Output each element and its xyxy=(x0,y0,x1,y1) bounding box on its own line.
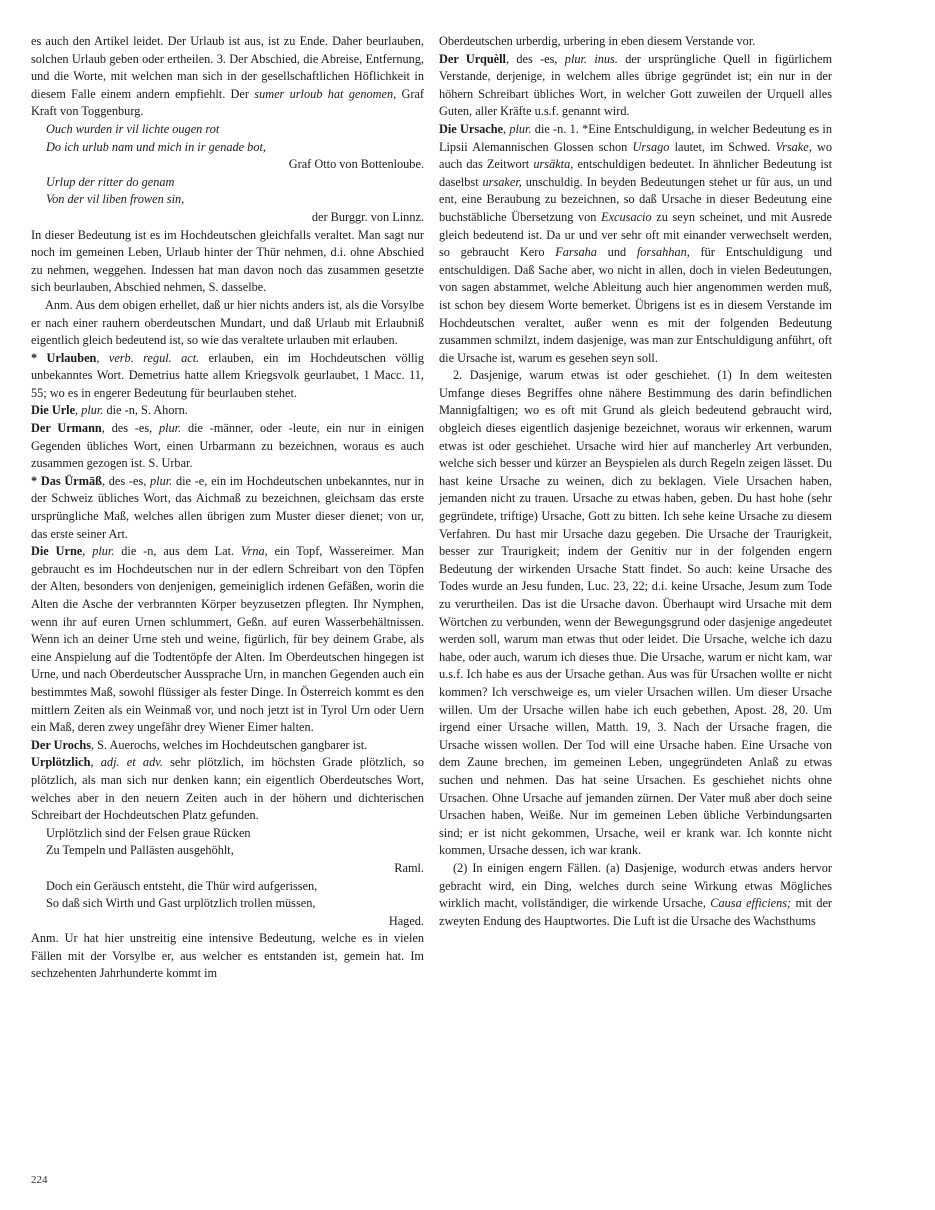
page-number: 224 xyxy=(31,1174,48,1186)
right-column xyxy=(439,33,832,930)
annotation-paragraph: Anm. Ur hat hier unstreitig eine intensive Bedeutung, welche es in vielen Fällen mit der Vorsylbe er, aus welcher es entstanden ist, gemein hat. Im sechzehenten Jahrhunderte kommt im xyxy=(31,931,424,981)
verse-line: Von der vil liben frowen sin, xyxy=(46,192,185,207)
paragraph: In dieser Bedeutung ist es im Hochdeutschen gleichfalls veraltet. Man sagt nur noch im gemeinen Leben, Urlaub hinter der Thür nehmen, d.i. ohne Abschied zu nehmen, weggehen. Indessen hat man davon noch das zusammen gesetzte sich beurlauben, Abschied nehmen, S. dasselbe. xyxy=(31,227,424,295)
verse-line: Do ich urlub nam und mich in ir genade bot, xyxy=(46,139,266,154)
verse-line: Ouch wurden ir vil lichte ougen rot xyxy=(46,121,220,136)
entry-urmann: Der Urmann, des -es, plur. die -männer, oder -leute, ein nur in einigen Gegenden übliches Wort, einen Urbarmann zu bezeichnen, woraus es auch zusammen gezogen ist. S. Urbar. xyxy=(31,421,424,471)
entry-headword: Der Urquèll xyxy=(439,51,506,66)
verse-line: Urlup der ritter do genam xyxy=(46,174,175,189)
verse-line: Zu Tempeln und Pallästen ausgehöhlt, xyxy=(46,843,234,858)
entry-urlauben: * Urlauben, verb. regul. act. erlauben, ein im Hochdeutschen völlig unbekanntes Wort. Demetrius hatte allem Kriegsvolk geurlaubet, 1 Macc. 11, 55; wo es in engerer Bedeutung für beurlauben stehet. xyxy=(31,350,425,400)
verse-line: Doch ein Geräusch entsteht, die Thür wird aufgerissen, xyxy=(46,878,318,893)
annotation-paragraph: Anm. Aus dem obigen erhellet, daß ur hier nichts anders ist, als die Vorsylbe er nach einer rauhern oberdeutschen Mundart, und daß Urlaub mit Erlaubniß eigentlich gleich bedeutend ist, so wie das veraltete urlauben mit erlauben. xyxy=(31,297,424,348)
entry-urne: Die Urne, plur. die -n, aus dem Lat. Vrna, ein Topf, Wassereimer. Man gebraucht es im Hochdeutschen nur in der edlern Schreibart von den Töpfen der Alten, besonders von denjenigen, gemeiniglich irdenen Gefäßen, worin die Alten die Asche der verbrannten Körper beyzusetzen pflegten. Ihr Nymphen, wenn ihr auf euren Urnen schlummert, Geßn. auf euren Wasserbehältnissen. Wenn ich an deiner Urne steh und weine, figürlich, für bey deinem Grabe, als eine Anspielung auf die Todtentöpfe der Alten. Im Oberdeutschen hingegen ist Urne, und nach Oberdeutscher Aussprache Urn, in manchen Gegenden auch ein bestimmtes Maß, sowohl flüssiger als fester Dinge. In Österreich kommt es den mittlern Zeiten als ein Weinmaß vor, und noch jetzt ist in Tyrol Urn oder Uern ein Maß, deren zwey ungefähr drey Wiener Eimer halten. xyxy=(31,544,424,735)
entry-headword: Der Urmann xyxy=(31,421,102,436)
entry-urmass: * Das Ürmāß, des -es, plur. die -e, ein im Hochdeutschen unbekanntes, nur in der Schweiz übliches Wort, das Aichmaß zu bezeichnen, gleichsam das erste ursprüngliche Maß, welches allen übrigen zum Muster dieser dienet; von ur, das erste seiner Art. xyxy=(31,473,424,541)
verse-line: Urplötzlich sind der Felsen graue Rücken xyxy=(46,825,251,840)
entry-urquell: Der Urquèll, des -es, plur. inus. der ursprüngliche Quell in figürlichem Verstande, derjenige, in welchem alles übrige gegründet ist; ein nur in der höhern Schreibart übliches Wort, in welcher Gott zuweilen der Urquell alles Guten, aller Kräfte u.s.f. genannt wird. xyxy=(439,51,833,119)
verse-source: Haged. xyxy=(388,913,424,928)
paragraph-continued: Oberdeutschen urberdig, urbering in eben diesem Verstande vor. xyxy=(439,34,756,48)
entry-headword: * Das Ürmāß xyxy=(31,473,102,488)
verse-source: Raml. xyxy=(394,860,424,875)
entry-headword: Die Urle xyxy=(31,403,76,418)
entry-headword: Der Urochs xyxy=(31,737,91,752)
entry-headword: * Urlauben xyxy=(31,350,97,365)
paragraph-urlaub-abschied: es auch den Artikel leidet. Der Urlaub ist aus, ist zu Ende. Daher beurlauben, solchen Urlaub geben oder ertheilen. 3. Der Abschied, die Abreise, Entfernung, und die Worte, mit welchen man sich in der gesellschaftlichen Höflichkeit in diesem Falle einem andern empfiehlt. Der sumer urloub hat genomen, Graf Kraft von Toggenburg. xyxy=(31,34,425,119)
verse-source: Graf Otto von Bottenloube. xyxy=(288,157,424,172)
entry-headword: Urplötzlich xyxy=(31,755,91,770)
verse-line: So daß sich Wirth und Gast urplötzlich trollen müssen, xyxy=(46,896,316,911)
entry-urle: Die Urle, plur. die -n, S. Ahorn. xyxy=(31,403,188,418)
entry-headword: Die Ursache xyxy=(439,121,504,136)
entry-urploetzlich: Urplötzlich, adj. et adv. sehr plötzlich, im höchsten Grade plötzlich, so plötzlich, als man sich nur denken kann; ein eigentlich Oberdeutsches Wort, welches aber in den neuern Zeiten auch in der höhern und dichterischen Schreibart der Hochdeutschen Platz gefunden. xyxy=(31,755,424,823)
paragraph-meaning-2-2: (2) In einigen engern Fällen. (a) Dasjenige, wodurch etwas anders hervor gebracht wird, ein Ding, welches durch seine Wirkung etwas Mögliches wirklich macht, vollständiger, die wirkende Ursache, Causa efficiens; mit der zweyten Endung des Hauptwortes. Die Luft ist die Ursache des Wachsthums xyxy=(439,860,833,928)
entry-headword: Die Urne xyxy=(31,544,83,559)
verse-source: der Burggr. von Linnz. xyxy=(311,209,424,224)
left-column xyxy=(31,33,424,983)
paragraph-meaning-2: 2. Dasjenige, warum etwas ist oder geschiehet. (1) In dem weitesten Umfange dieses Begriffes ohne nähere Bestimmung des darin befindlichen Mannigfaltigen; wo es oft mit Grund als gleich bedeutend gebraucht wird, obgleich dieses eigentlich dasjenige bezeichnet, woraus wir erkennen, warum etwas ist oder geschiehet. Ursache wird hier auf mancherley Art verbunden, welche sich besser und kürzer an Beyspielen als durch Regeln zeigen lässet. Du hast keine Ursache zu weinen, dich zu beklagen. Viele Ursachen haben, jemanden nicht zu trauen. Ursache zu etwas haben, geben. Du hast hohe (sehr gegründete, triftige) Ursache, Gott zu bitten. Ich sehe keine Ursache zu diesem Verfahren. Du hast mir Ursache dazu gegeben. Die Ursache der Traurigkeit, besser zur Traurigkeit; indem der Genitiv nur in der folgenden engern Bedeutung der wirkenden Ursache Statt findet. So auch: keine Ursache des Todes wurde an Jesu funden, Luc. 23, 22; d.i. keine Ursache, Jesum zum Tode zu verurtheilen. Das ist die Ursache davon. Überhaupt wird Ursache mit dem Wörtchen zu verbunden, wenn der Bewegungsgrund oder dasjenige angedeutet werden soll, warum man etwas thut oder leidet. Die Ursache, welche ich dazu habe, oder auch, warum ich dieses thue. Die Ursache, warum er nicht kam, war u.s.f. Ich habe es aus der Ursache gethan. Aus was für Ursachen wollte er nicht kommen? Ich verschweige es, um vieler Ursachen willen. Um dieser Ursache willen. Um der Ursache willen habe ich euch gebethen, Apost. 28, 20. Um irgend einer Ursache willen, Matth. 19, 3. Nach der Ursache fragen, die Ursache wissen wollen. Der Tod will eine Ursache haben. Eine Ursache von dem Zaune brechen, im gemeinen Leben, ungegründeten Anlaß zu etwas suchen und nehmen. Das hat seine Ursachen. Es geschiehet nichts ohne Ursachen. Ohne Ursache auf jemanden zürnen. Der Vater muß aber doch seine Ursachen haben, Weiße. Nur im gemeinen Leben übliche Verbindungsarten sind; er ist nicht gekommen, Ursache, weil er krank war. Ich konnte nicht kommen, Ursache dessen, ich war krank. xyxy=(439,368,832,858)
entry-ursache: Die Ursache, plur. die -n. 1. *Eine Entschuldigung, in welcher Bedeutung es in Lipsii Alemannischen Glossen schon Ursago lautet, im Schwed. Vrsake, wo auch das Zeitwort ursäkta, entschuldigen bedeutet. In ähnlicher Bedeutung ist daselbst ursaker, unschuldig. In beyden Bedeutungen stehet ur für aus, un und ent, eine Beraubung zu bezeichnen, so daß Ursache in dieser Bedeutung eine buchstäbliche Übersetzung von Excusacio zu seyn scheinet, und mit Ausrede gleich bedeutend ist. Da ur und ver sehr oft mit einander verwechselt werden, so gebraucht Kero Farsaha und forsahhan, für Entschuldigung und entschuldigen. Daß Sache aber, wo nicht in allen, doch in vielen Bedeutungen, von sagen abstammet, welche Ableitung auch hier angenommen werden muß, ist schon bey diesem Worte bemerket. Übrigens ist es in diesem Verstande im Hochdeutschen veraltet, außer wenn es mit der folgenden Bedeutung zusammen schmilzt, indem dasjenige, was man zur Entschuldigung anführt, oft die Ursache ist, warum es gesehen seyn soll. xyxy=(439,121,833,365)
entry-urochs: Der Urochs, S. Auerochs, welches im Hochdeutschen gangbarer ist. xyxy=(31,737,368,752)
